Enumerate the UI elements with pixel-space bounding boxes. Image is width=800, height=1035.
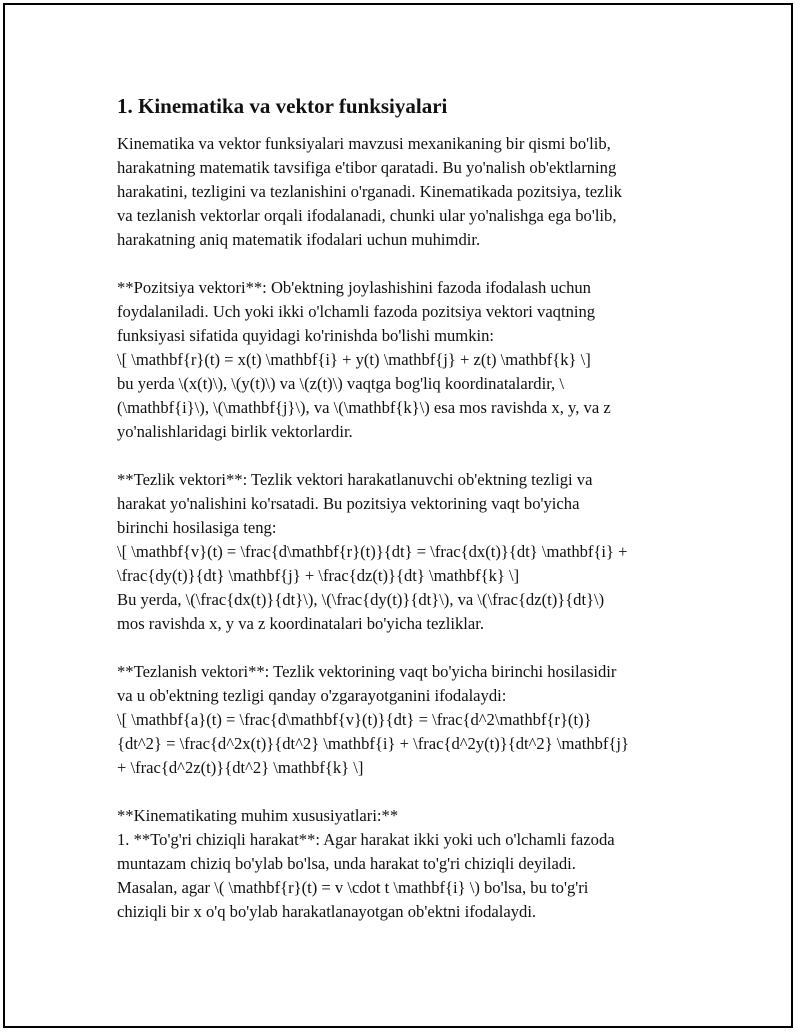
blank-line (117, 444, 697, 468)
text-line: **Tezlik vektori**: Tezlik vektori harakatlanuvchi ob'ektning tezligi va (117, 470, 593, 489)
text-line: bu yerda \(x(t)\), \(y(t)\) va \(z(t)\) vaqtga bog'liq koordinatalardir, \ (117, 374, 564, 393)
document-body (117, 92, 697, 924)
blank-line (117, 252, 697, 276)
text-line: 1. **To'g'ri chiziqli harakat**: Agar harakat ikki yoki uch o'lchamli fazoda (117, 830, 615, 849)
text-line: Kinematika va vektor funksiyalari mavzusi mexanikaning bir qismi bo'lib, (117, 134, 611, 153)
text-line: \[ \mathbf{a}(t) = \frac{d\mathbf{v}(t)}{dt} = \frac{d^2\mathbf{r}(t)} (117, 710, 592, 729)
text-line: harakatning aniq matematik ifodalari uchun muhimdir. (117, 230, 481, 249)
text-line: harakatning matematik tavsifiga e'tibor qaratadi. Bu yo'nalish ob'ektlarning (117, 158, 617, 177)
text-line: harakatini, tezligini va tezlanishini o'rganadi. Kinematikada pozitsiya, tezlik (117, 182, 622, 201)
text-line: va u ob'ektning tezligi qanday o'zgarayotganini ifodalaydi: (117, 686, 507, 705)
text-line: **Pozitsiya vektori**: Ob'ektning joylashishini fazoda ifodalash uchun (117, 278, 591, 297)
text-line: yo'nalishlaridagi birlik vektorlardir. (117, 422, 353, 441)
text-line: chiziqli bir x o'q bo'ylab harakatlanayotgan ob'ektni ifodalaydi. (117, 902, 537, 921)
text-line: funksiyasi sifatida quyidagi ko'rinishda bo'lishi mumkin: (117, 326, 495, 345)
text-line: + \frac{d^2z(t)}{dt^2} \mathbf{k} \] (117, 758, 364, 777)
text-line: (\mathbf{i}\), \(\mathbf{j}\), va \(\mathbf{k}\) esa mos ravishda x, y, va z (117, 398, 611, 417)
text-line: harakat yo'nalishini ko'rsatadi. Bu pozitsiya vektorining vaqt bo'yicha (117, 494, 580, 513)
text-line: foydalaniladi. Uch yoki ikki o'lchamli fazoda pozitsiya vektori vaqtning (117, 302, 596, 321)
section-title: 1. Kinematika va vektor funksiyalari (117, 94, 448, 118)
text-line: **Tezlanish vektori**: Tezlik vektorining vaqt bo'yicha birinchi hosilasidir (117, 662, 617, 681)
document-text (117, 132, 697, 924)
text-line: va tezlanish vektorlar orqali ifodalanadi, chunki ular yo'nalishga ega bo'lib, (117, 206, 617, 225)
text-line: Bu yerda, \(\frac{dx(t)}{dt}\), \(\frac{dy(t)}{dt}\), va \(\frac{dz(t)}{dt}\) (117, 590, 605, 609)
blank-line (117, 780, 697, 804)
blank-line (117, 636, 697, 660)
text-line: **Kinematikating muhim xususiyatlari:** (117, 806, 399, 825)
text-line: Masalan, agar \( \mathbf{r}(t) = v \cdot t \mathbf{i} \) bo'lsa, bu to'g'ri (117, 878, 589, 897)
text-line: mos ravishda x, y va z koordinatalari bo'yicha tezliklar. (117, 614, 485, 633)
text-line: birinchi hosilasiga teng: (117, 518, 277, 537)
text-line: {dt^2} = \frac{d^2x(t)}{dt^2} \mathbf{i} + \frac{d^2y(t)}{dt^2} \mathbf{j} (117, 734, 629, 753)
text-line: \[ \mathbf{r}(t) = x(t) \mathbf{i} + y(t) \mathbf{j} + z(t) \mathbf{k} \] (117, 350, 591, 369)
text-line: \frac{dy(t)}{dt} \mathbf{j} + \frac{dz(t)}{dt} \mathbf{k} \] (117, 566, 520, 585)
text-line: \[ \mathbf{v}(t) = \frac{d\mathbf{r}(t)}{dt} = \frac{dx(t)}{dt} \mathbf{i} + (117, 542, 628, 561)
text-line: muntazam chiziq bo'ylab bo'lsa, unda harakat to'g'ri chiziqli deyiladi. (117, 854, 576, 873)
